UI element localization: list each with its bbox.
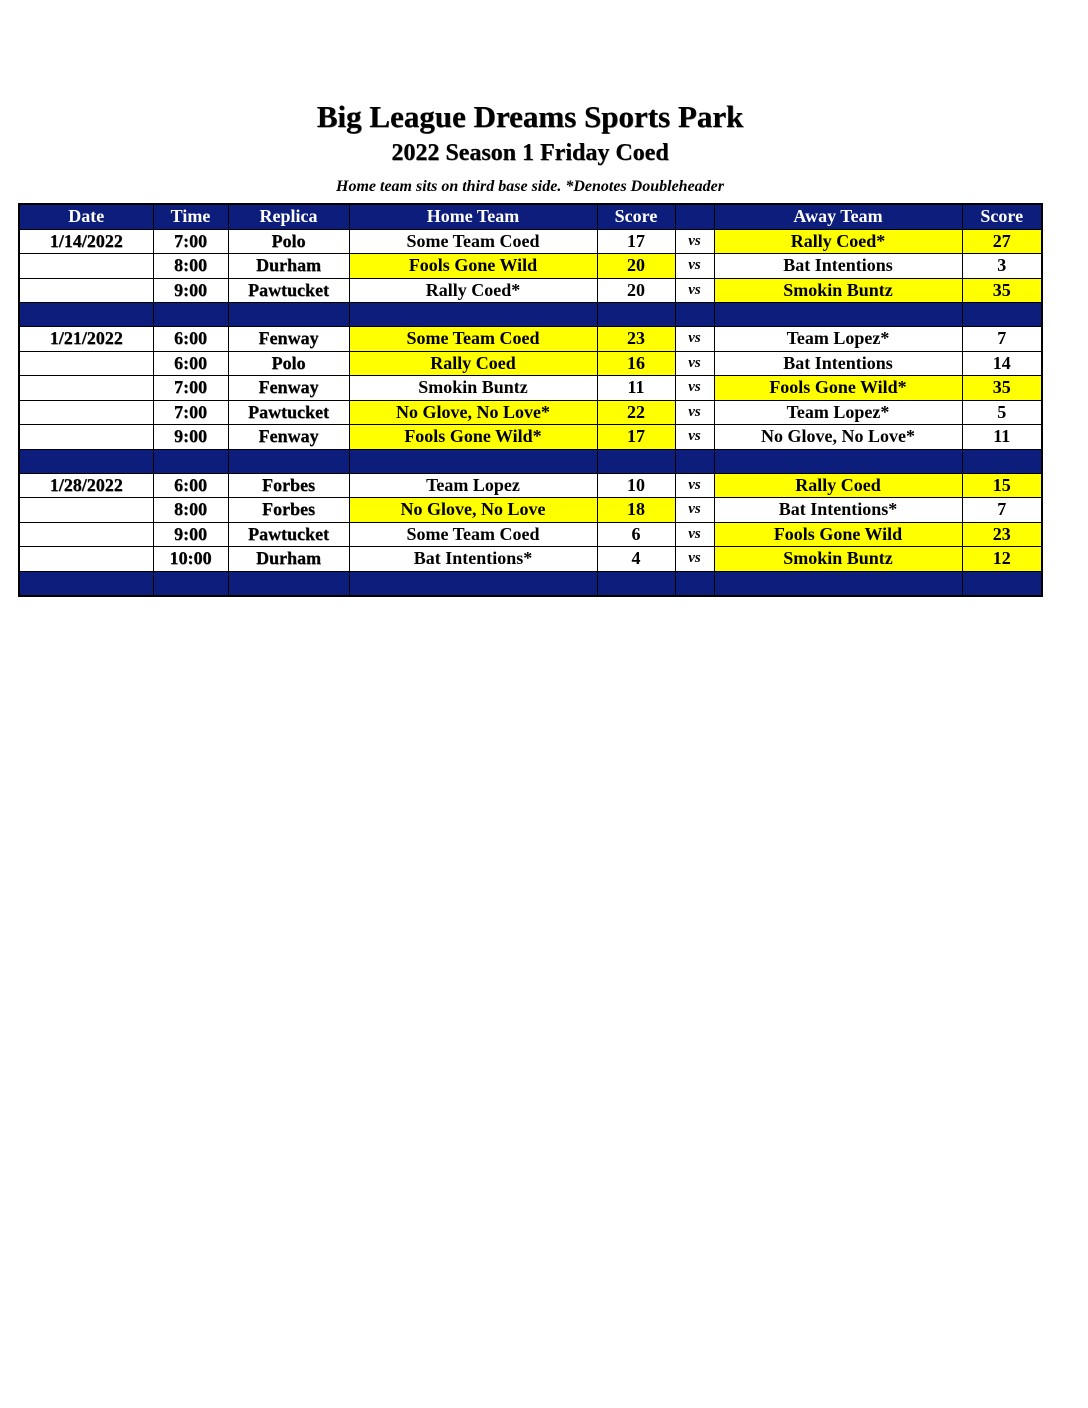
home-team-cell: Some Team Coed [349,327,597,352]
table-row [19,351,1042,376]
time-cell: 6:00 [153,351,228,376]
date-cell [19,547,153,572]
away-team-cell: Rally Coed [714,473,962,498]
home-score-cell: 6 [597,522,675,547]
separator-cell [675,303,714,327]
table-row [19,547,1042,572]
table-row [19,254,1042,279]
separator-cell [153,303,228,327]
away-score-cell: 23 [962,522,1042,547]
header-home-score: Score [597,204,675,229]
time-cell: 6:00 [153,473,228,498]
away-score-cell: 15 [962,473,1042,498]
separator-cell [962,571,1042,596]
date-cell [19,376,153,401]
separator-cell [228,449,349,473]
separator-cell [19,571,153,596]
home-score-cell: 20 [597,278,675,303]
separator-cell [675,571,714,596]
page-title: Big League Dreams Sports Park [316,99,744,134]
time-cell: 10:00 [153,547,228,572]
away-score-cell: 27 [962,229,1042,254]
separator-cell [228,303,349,327]
vs-cell: vs [675,522,714,547]
replica-cell: Durham [228,254,349,279]
table-row [19,327,1042,352]
home-team-cell: Fools Gone Wild [349,254,597,279]
replica-cell: Pawtucket [228,400,349,425]
away-team-cell: Fools Gone Wild* [714,376,962,401]
away-score-cell: 7 [962,498,1042,523]
away-team-cell: Bat Intentions* [714,498,962,523]
page-subtitle: 2022 Season 1 Friday Coed [391,140,669,166]
separator-cell [714,571,962,596]
table-body [19,229,1042,596]
home-score-cell: 10 [597,473,675,498]
header-away-team: Away Team [714,204,962,229]
away-team-cell: Bat Intentions [714,254,962,279]
away-team-cell: No Glove, No Love* [714,425,962,450]
date-cell [19,400,153,425]
vs-cell: vs [675,278,714,303]
home-team-cell: Rally Coed [349,351,597,376]
home-team-cell: Team Lopez [349,473,597,498]
vs-cell: vs [675,498,714,523]
separator-cell [153,449,228,473]
date-cell [19,351,153,376]
home-team-cell: Smokin Buntz [349,376,597,401]
separator-cell [714,303,962,327]
home-score-cell: 16 [597,351,675,376]
date-cell: 1/21/2022 [19,327,153,352]
home-team-cell: Some Team Coed [349,229,597,254]
vs-cell: vs [675,254,714,279]
table-row [19,498,1042,523]
away-team-cell: Fools Gone Wild [714,522,962,547]
replica-cell: Polo [228,351,349,376]
home-score-cell: 18 [597,498,675,523]
vs-cell: vs [675,425,714,450]
home-team-cell: Some Team Coed [349,522,597,547]
vs-cell: vs [675,376,714,401]
date-cell [19,254,153,279]
date-cell: 1/14/2022 [19,229,153,254]
header-home-team: Home Team [349,204,597,229]
date-cell [19,498,153,523]
table-row [19,522,1042,547]
home-team-cell: Bat Intentions* [349,547,597,572]
home-score-cell: 20 [597,254,675,279]
home-team-cell: No Glove, No Love [349,498,597,523]
separator-cell [714,449,962,473]
replica-cell: Forbes [228,473,349,498]
replica-cell: Pawtucket [228,522,349,547]
vs-cell: vs [675,351,714,376]
replica-cell: Fenway [228,327,349,352]
separator-cell [962,449,1042,473]
home-score-cell: 4 [597,547,675,572]
away-score-cell: 35 [962,278,1042,303]
away-score-cell: 35 [962,376,1042,401]
replica-cell: Durham [228,547,349,572]
header-vs [675,204,714,229]
time-cell: 8:00 [153,498,228,523]
away-score-cell: 3 [962,254,1042,279]
replica-cell: Forbes [228,498,349,523]
date-cell [19,278,153,303]
home-team-cell: Rally Coed* [349,278,597,303]
home-score-cell: 17 [597,229,675,254]
vs-cell: vs [675,400,714,425]
away-team-cell: Smokin Buntz [714,278,962,303]
table-row [19,376,1042,401]
separator-cell [675,449,714,473]
home-score-cell: 23 [597,327,675,352]
separator-row [19,449,1042,473]
table-row [19,400,1042,425]
table-row [19,425,1042,450]
away-team-cell: Rally Coed* [714,229,962,254]
away-score-cell: 7 [962,327,1042,352]
separator-cell [349,449,597,473]
schedule-table [18,203,1043,597]
home-score-cell: 17 [597,425,675,450]
away-team-cell: Team Lopez* [714,400,962,425]
time-cell: 6:00 [153,327,228,352]
date-cell: 1/28/2022 [19,473,153,498]
replica-cell: Fenway [228,376,349,401]
header-away-score: Score [962,204,1042,229]
separator-cell [597,303,675,327]
away-team-cell: Smokin Buntz [714,547,962,572]
table-row [19,473,1042,498]
away-score-cell: 14 [962,351,1042,376]
header-replica: Replica [228,204,349,229]
away-score-cell: 11 [962,425,1042,450]
vs-cell: vs [675,473,714,498]
separator-cell [19,449,153,473]
home-team-cell: Fools Gone Wild* [349,425,597,450]
replica-cell: Pawtucket [228,278,349,303]
separator-cell [349,303,597,327]
table-row [19,278,1042,303]
separator-cell [228,571,349,596]
date-cell [19,425,153,450]
separator-cell [19,303,153,327]
date-cell [19,522,153,547]
time-cell: 9:00 [153,278,228,303]
header-date: Date [19,204,153,229]
replica-cell: Fenway [228,425,349,450]
home-score-cell: 22 [597,400,675,425]
table-header [19,204,1042,229]
separator-cell [153,571,228,596]
away-team-cell: Team Lopez* [714,327,962,352]
vs-cell: vs [675,229,714,254]
time-cell: 9:00 [153,425,228,450]
vs-cell: vs [675,547,714,572]
away-score-cell: 12 [962,547,1042,572]
away-team-cell: Bat Intentions [714,351,962,376]
time-cell: 8:00 [153,254,228,279]
separator-cell [349,571,597,596]
separator-cell [962,303,1042,327]
time-cell: 7:00 [153,400,228,425]
table-row [19,229,1042,254]
time-cell: 9:00 [153,522,228,547]
separator-cell [597,449,675,473]
separator-cell [597,571,675,596]
replica-cell: Polo [228,229,349,254]
away-score-cell: 5 [962,400,1042,425]
time-cell: 7:00 [153,229,228,254]
time-cell: 7:00 [153,376,228,401]
separator-row [19,303,1042,327]
header-row [19,204,1042,229]
vs-cell: vs [675,327,714,352]
header-time: Time [153,204,228,229]
home-score-cell: 11 [597,376,675,401]
separator-row [19,571,1042,596]
home-team-cell: No Glove, No Love* [349,400,597,425]
schedule-note: Home team sits on third base side. *Denotes Doubleheader [336,178,724,195]
